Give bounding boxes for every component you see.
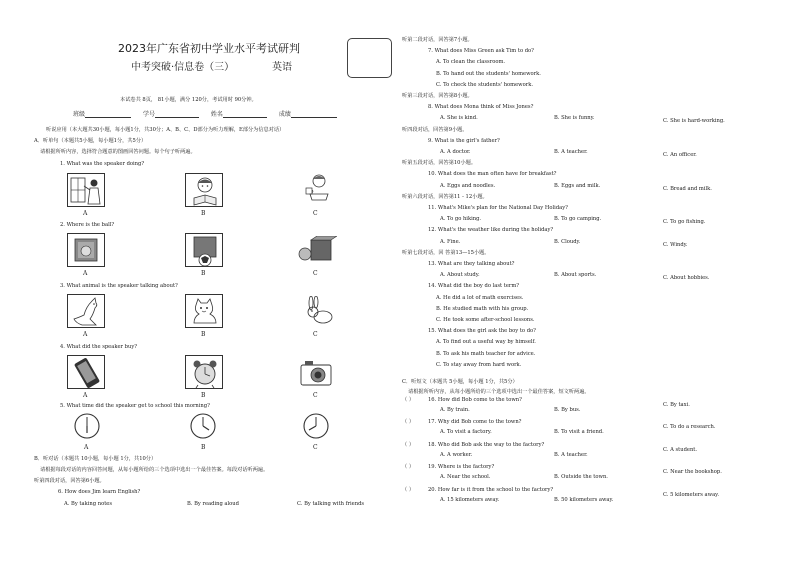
question: 14. What did the boy do last term? xyxy=(428,283,520,290)
kangaroo-icon[interactable] xyxy=(67,294,105,328)
section-intro: 听说应用（本大题共30小题，每小题1分，共30分；A、B、C、D部分为听力理解，E部分为信息对话） xyxy=(46,127,285,133)
answer-option[interactable]: C. To check the students' homework. xyxy=(436,81,533,88)
question: 16. How did Bob come to the town? xyxy=(428,397,522,403)
answer-option[interactable]: A. A doctor. xyxy=(440,149,471,155)
q3-option-a-label: A xyxy=(83,331,88,338)
passage-note: 听四段对话，回答第9小题。 xyxy=(402,126,468,133)
passage-note: 听第二段对话，回答第7小题。 xyxy=(402,37,473,43)
question: 13. What are they talking about? xyxy=(428,261,515,267)
answer-option[interactable]: A. She is kind. xyxy=(440,115,478,122)
subject-label: 英语 xyxy=(272,62,292,73)
part-a-instructions: 请根据所听内容，选择符合题意的图画回答问题。每个句子听两遍。 xyxy=(40,149,196,155)
answer-option[interactable]: A. Fine. xyxy=(440,238,461,245)
answer-option[interactable]: A. To visit a factory. xyxy=(440,429,492,436)
student-info-fields xyxy=(73,112,337,118)
passage-4-note: 听第四段对话，回答第6小题。 xyxy=(34,478,105,484)
answer-option[interactable]: B. To go camping. xyxy=(554,216,602,223)
woman-cleaning-window-icon[interactable] xyxy=(67,173,105,207)
answer-option[interactable]: C. About hobbies. xyxy=(663,275,710,282)
answer-option[interactable]: B. To ask his math teacher for advice. xyxy=(436,350,536,357)
answer-option[interactable]: B. She is funny. xyxy=(554,115,595,122)
question-6: 6. How does Jim learn English? xyxy=(58,489,141,495)
passage-note: 听第五段对话，回答第10小题。 xyxy=(402,160,477,167)
answer-option[interactable]: A. He did a lot of math exercises. xyxy=(436,294,524,301)
answer-option[interactable]: B. To hand out the students' homework. xyxy=(436,70,541,77)
score-label: 成绩 xyxy=(278,111,291,118)
question-3: 3. What animal is the speaker talking about? xyxy=(60,283,178,289)
ball-under-box-icon[interactable] xyxy=(67,233,105,267)
answer-option[interactable]: C. To go fishing. xyxy=(663,219,706,226)
student-number-blank[interactable] xyxy=(155,112,199,118)
answer-option[interactable]: C. By taxi. xyxy=(663,402,690,408)
answer-option[interactable]: B. To visit a friend. xyxy=(554,429,604,436)
answer-option[interactable]: B. He studied math with his group. xyxy=(436,305,529,312)
q4-option-b-label: B xyxy=(201,392,206,399)
question: 12. What's the weather like during the holiday? xyxy=(428,227,554,234)
part-b-instructions: 请根据每段对话的内容回答问题，从每小题所给的三个选项中选出一个最佳答案。每段对话听两遍。 xyxy=(40,467,269,473)
answer-option[interactable]: C. 5 kilometers away. xyxy=(663,491,720,498)
answer-option[interactable]: A. A worker. xyxy=(440,451,473,458)
question-5: 5. What time did the speaker get to school this morning? xyxy=(60,403,210,409)
question: 17. Why did Bob come to the town? xyxy=(428,419,522,426)
answer-option[interactable]: A. About study. xyxy=(440,272,480,279)
question: 11. What's Mike's plan for the National Day Holiday? xyxy=(428,205,568,211)
answer-option[interactable]: B. Eggs and milk. xyxy=(554,182,601,189)
answer-option[interactable]: A. By train. xyxy=(440,407,470,413)
exam-info: 本试卷共 8页， 81小题，满分 120分，考试用时 90分钟。 xyxy=(120,97,257,103)
question: 20. How far is it from the school to the factory? xyxy=(428,486,554,493)
question: 19. Where is the factory? xyxy=(428,464,495,471)
q6-option-c[interactable]: C. By talking with friends xyxy=(297,501,365,507)
passage-note: 听第三段对话，回答第8小题。 xyxy=(402,93,473,99)
q1-option-b-label: B xyxy=(201,210,206,217)
answer-paren[interactable]: （ ） xyxy=(402,464,415,471)
part-c-instructions: 请根据所听内容，从每小题所给的三个选项中选出一个最佳答案，短文听两遍。 xyxy=(408,389,590,395)
answer-option[interactable]: C. Windy. xyxy=(663,241,688,248)
q5-option-a-label: A xyxy=(84,444,89,451)
answer-option[interactable]: A. Near the school. xyxy=(440,474,491,481)
answer-paren[interactable]: （ ） xyxy=(402,486,415,493)
answer-option[interactable]: B. A teacher. xyxy=(554,451,588,458)
question: 15. What does the girl ask the boy to do? xyxy=(428,328,536,335)
class-blank[interactable] xyxy=(85,112,131,118)
q1-option-a-label: A xyxy=(83,210,88,217)
clock-icon[interactable] xyxy=(302,412,330,440)
name-label: 姓名 xyxy=(210,111,223,118)
ball-in-front-of-box-icon[interactable] xyxy=(185,233,223,267)
student-number-label: 学号 xyxy=(142,111,155,118)
question: 9. What is the girl's father? xyxy=(428,137,500,144)
name-blank[interactable] xyxy=(223,112,267,118)
question-2: 2. Where is the ball? xyxy=(60,222,115,228)
camera-icon[interactable] xyxy=(297,356,337,388)
answer-option[interactable]: C. An officer. xyxy=(663,152,697,158)
alarm-clock-icon[interactable] xyxy=(185,355,223,389)
cat-icon[interactable] xyxy=(185,294,223,328)
q5-option-c-label: C xyxy=(313,444,318,451)
part-a-title: A．听单句（本题共5小题，每小题1分，共5分） xyxy=(34,138,147,144)
answer-option[interactable]: C. To do a research. xyxy=(663,424,716,431)
answer-option[interactable]: C. Near the bookshop. xyxy=(663,469,722,476)
answer-option[interactable]: A. 15 kilometers away. xyxy=(440,496,500,503)
clock-icon[interactable] xyxy=(189,412,217,440)
q4-option-c-label: C xyxy=(313,392,318,399)
q2-option-c-label: C xyxy=(313,270,318,277)
answer-option[interactable]: A. To go hiking. xyxy=(440,216,482,223)
question: 18. Who did Bob ask the way to the factory? xyxy=(428,441,545,448)
question: 10. What does the man often have for breakfast? xyxy=(428,171,557,178)
answer-option[interactable]: C. Bread and milk. xyxy=(663,185,712,192)
girl-drinking-tea-icon[interactable] xyxy=(298,172,336,204)
q2-option-a-label: A xyxy=(83,270,88,277)
clock-icon[interactable] xyxy=(73,412,101,440)
score-box xyxy=(347,38,392,78)
rabbit-icon[interactable] xyxy=(298,296,336,326)
answer-option[interactable]: C. He took some after-school lessons. xyxy=(436,317,535,323)
girl-reading-book-icon[interactable] xyxy=(185,173,223,207)
question: 7. What does Miss Green ask Tim to do? xyxy=(428,48,534,55)
answer-paren[interactable]: （ ） xyxy=(402,441,415,448)
q3-option-b-label: B xyxy=(201,331,206,338)
answer-option[interactable]: B. Cloudy. xyxy=(554,238,581,245)
answer-option[interactable]: B. Outside the town. xyxy=(554,474,608,481)
page-title: 2023年广东省初中学业水平考试研判 xyxy=(118,42,300,55)
answer-paren[interactable]: （ ） xyxy=(402,397,415,403)
answer-option[interactable]: C. To stay away from hard work. xyxy=(436,361,522,368)
question-1: 1. What was the speaker doing? xyxy=(60,161,145,167)
q2-option-b-label: B xyxy=(201,270,206,277)
page-subtitle: 中考突破·信息卷（三） xyxy=(131,62,235,73)
q1-option-c-label: C xyxy=(313,210,318,217)
q5-option-b-label: B xyxy=(201,444,206,451)
score-blank[interactable] xyxy=(291,112,337,118)
q6-option-b[interactable]: B. By reading aloud xyxy=(187,501,239,507)
question-4: 4. What did the speaker buy? xyxy=(60,344,138,350)
passage-note: 听第七段对话，回 答第13—15小题。 xyxy=(402,249,490,256)
part-c-title: C．听短文（本题共 5小题，每小题 1分，共5分） xyxy=(402,379,518,385)
ball-beside-box-icon[interactable] xyxy=(297,236,337,264)
answer-option[interactable]: B. A teacher. xyxy=(554,149,588,155)
answer-option[interactable]: C. She is hard-working. xyxy=(663,118,725,125)
question: 8. What does Mona think of Miss Jones? xyxy=(428,104,534,111)
answer-paren[interactable]: （ ） xyxy=(402,419,415,426)
passage-note: 听第六段对话，回答第11 - 12小题。 xyxy=(402,193,488,200)
q4-option-a-label: A xyxy=(83,392,88,399)
answer-option[interactable]: B. 50 kilometers away. xyxy=(554,496,614,503)
answer-option[interactable]: A. To find out a useful way by himself. xyxy=(436,339,536,346)
answer-option[interactable]: A. Eggs and noodles. xyxy=(440,182,496,189)
part-b-title: B．听对话（本题共 10小题，每小题 1分，共10分） xyxy=(34,456,157,462)
mobile-phone-icon[interactable] xyxy=(67,355,105,389)
answer-option[interactable]: B. By bus. xyxy=(554,407,581,413)
answer-option[interactable]: C. A student. xyxy=(663,446,698,453)
q6-option-a[interactable]: A. By taking notes xyxy=(64,501,113,507)
answer-option[interactable]: B. About sports. xyxy=(554,272,597,279)
answer-option[interactable]: A. To clean the classroom. xyxy=(436,59,506,66)
class-label: 班级 xyxy=(73,111,86,118)
q3-option-c-label: C xyxy=(313,331,318,338)
